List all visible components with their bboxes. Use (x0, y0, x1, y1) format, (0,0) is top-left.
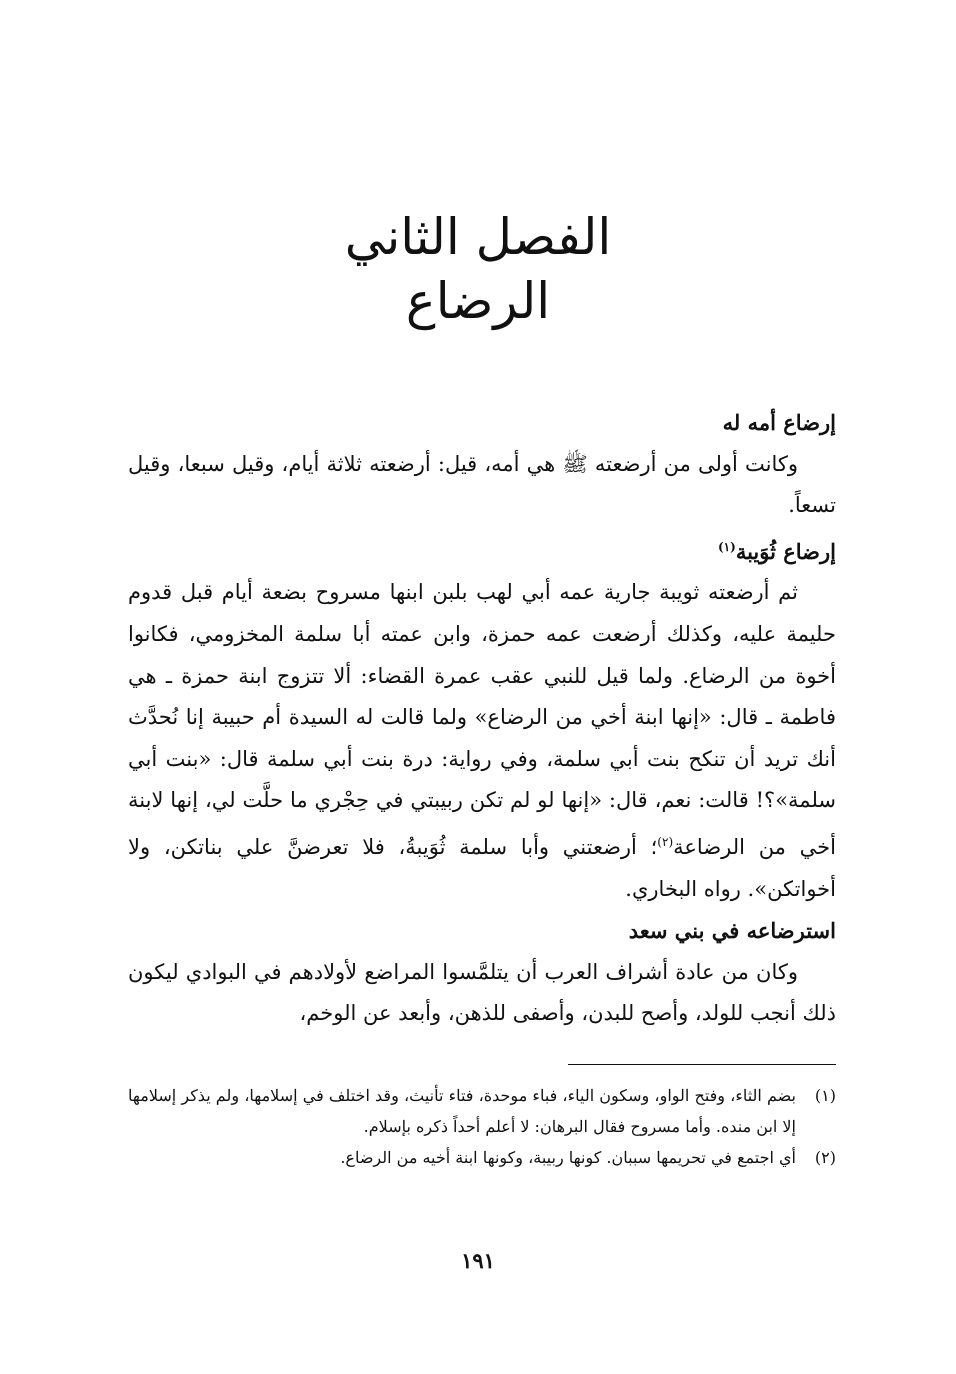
footnote-ref-2: (٢) (657, 834, 674, 849)
footnote-2-text: أي اجتمع في تحريمها سببان. كونها ربيبة، وكونها ابنة أخيه من الرضاع. (340, 1148, 796, 1167)
chapter-heading (0, 205, 956, 333)
section-heading-thuwayba-text: إرضاع ثُوَيبة (735, 538, 836, 564)
paragraph-bani-saad: وكان من عادة أشراف العرب أن يتلمَّسوا المراضع لأولادهم في البوادي ليكون ذلك أنجب للولد، وأصح للبدن، وأصفى للذهن، وأبعد عن الوخم، (128, 959, 836, 1026)
paragraph-thuwayba (128, 572, 836, 910)
main-text (128, 402, 836, 1035)
footnotes (128, 1080, 836, 1173)
section-heading-thuwayba (128, 527, 836, 573)
section-heading-mother: إرضاع أمه له (722, 410, 836, 435)
footnote-2-number: (٢) (814, 1148, 836, 1167)
footnote-separator (568, 1064, 836, 1065)
footnote-ref-1: (١) (717, 539, 736, 554)
paragraph-thuwayba-part2: ؛ أرضعتني وأبا سلمة ثُوَيبةُ، فلا تعرضنَّ علي بناتكن، ولا أخواتكن». رواه البخاري. (128, 834, 836, 901)
footnote-1-number: (١) (814, 1086, 836, 1105)
chapter-title: الفصل الثاني (344, 208, 612, 266)
footnote-1 (128, 1080, 836, 1142)
section-heading-bani-saad: استرضاعه في بني سعد (628, 918, 836, 944)
paragraph-mother: وكانت أولى من أرضعته ﷺ هي أمه، قيل: أرضعته ثلاثة أيام، وقيل سبعا، وقيل تسعاً. (128, 451, 836, 518)
footnote-1-text: بضم الثاء، وفتح الواو، وسكون الياء، فباء موحدة، فتاء تأنيث، وقد اختلف في إسلامها، ولم يذكر إسلامها إلا ابن منده. وأما مسروح فقال البرهان: لا أعلم أحداً ذكره بإسلام. (128, 1086, 796, 1136)
paragraph-thuwayba-part1: ثم أرضعته ثويبة جارية عمه أبي لهب بلبن ابنها مسروح بضعة أيام قبل قدوم حليمة عليه، وكذلك أرضعت عمه حمزة، وابن عمته أبا سلمة المخزومي، فكانوا أخوة من الرضاع. ولما قيل للنبي عقب عمرة القضاء: ألا تتزوج ابنة حمزة ـ هي فاطمة ـ قال: «إنها ابنة أخي من الرضاع» ولما قالت له السيدة أم حبيبة إنا نُحدَّث أنك تريد أن تنكح بنت أبي سلمة، وفي رواية: درة بنت أبي سلمة قال: «بنت أبي سلمة»؟! قالت: نعم، قال: «إنها لو لم تكن ربيبتي في حِجْري ما حلَّت لي، إنها لابنة أخي من الرضاعة (128, 580, 836, 859)
chapter-subtitle: الرضاع (405, 272, 551, 330)
footnote-2 (128, 1142, 836, 1173)
page-number: ١٩١ (461, 1248, 495, 1273)
